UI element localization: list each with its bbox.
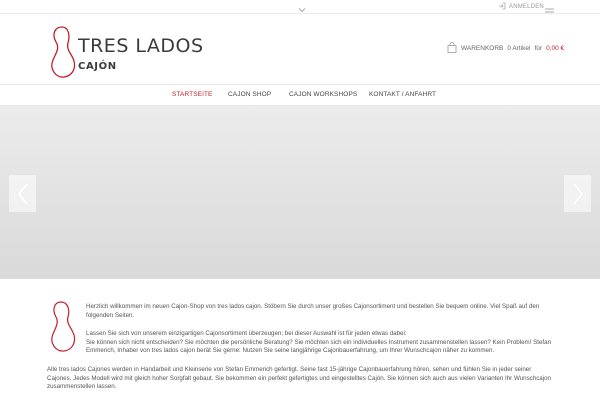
chevron-down-icon[interactable] xyxy=(297,2,307,12)
top-bar xyxy=(0,0,600,14)
slider-prev-button[interactable] xyxy=(9,175,36,212)
nav-item-cajon-workshops[interactable]: CAJON WORKSHOPS xyxy=(289,91,358,98)
site-header xyxy=(0,14,600,84)
assortment-paragraph xyxy=(86,330,556,356)
login-link[interactable] xyxy=(498,2,544,12)
brand-subtitle: CAJÓN xyxy=(78,61,117,72)
consulting-text: Sie können sich nicht entscheiden? Sie möchten die persönliche Beratung? Sie möchten sich ein individuelles Instrument zusammenstellen lassen? Kein Problem! Stefan Emmerich, Inhaber von tres lados cajon berät Sie gerne: Nutzen Sie seine langjährige Cajonbauerfahrung, um Ihrer Wunschcajon näher zu kommen. xyxy=(86,338,552,355)
nav-item-cajon-shop[interactable]: CAJON SHOP xyxy=(228,91,272,98)
shopping-bag-icon xyxy=(447,42,457,55)
handmade-paragraph: Alle tres lados Cajones werden in Handarbeit und Kleinserie von Stefan Emmerich gefertigt. Seine fast 15-jährige Cajonbauerfahrung hören, sehen und fühlen Sie in jeder seiner Cajones. Jedes Modell wird mit gleich hoher Sorgfalt gebaut. Sie bekommen ein perfekt gefertigtes und eingestelltes Cajón. Sie können sich auch aus vielen Varianten Ihr Wunschcajon zusammenstellen lassen. xyxy=(47,366,551,391)
cart-count: 0 Artikel xyxy=(507,44,531,52)
login-label: ANMELDEN xyxy=(509,4,544,10)
hamburger-menu-icon[interactable] xyxy=(545,3,554,11)
cart-link[interactable] xyxy=(447,42,564,54)
nav-item-kontakt[interactable]: KONTAKT / ANFAHRT xyxy=(369,91,437,98)
logo-mark-icon xyxy=(48,23,78,83)
hero-slider xyxy=(0,106,600,279)
cart-total: 0,00 € xyxy=(546,44,565,52)
intro-paragraph: Herzlich willkommen im neuen Cajon-Shop von tres lados cajon. Stöbern Sie durch unser großes Cajonsortiment und bestellen Sie bequem online. Viel Spaß auf den folgenden Seiten. xyxy=(86,303,540,319)
assortment-text: Lassen Sie sich von unserem einzigartigen Cajonsortiment überzeugen; bei dieser Auswahl ist für jeden etwas dabei: xyxy=(86,330,407,337)
slider-next-button[interactable] xyxy=(564,175,591,212)
brand-logo[interactable] xyxy=(48,23,204,83)
login-icon xyxy=(498,2,506,12)
nav-item-startseite[interactable]: STARTSEITE xyxy=(172,91,213,98)
cart-for-label: für xyxy=(534,44,543,52)
cart-label: WARENKORB xyxy=(461,44,504,52)
main-navigation xyxy=(0,84,600,106)
logo-mark-icon xyxy=(49,300,79,356)
brand-name: TRES LADOS xyxy=(78,35,204,57)
intro-content xyxy=(0,280,600,400)
chevron-left-icon xyxy=(17,183,29,205)
chevron-right-icon xyxy=(572,183,584,205)
